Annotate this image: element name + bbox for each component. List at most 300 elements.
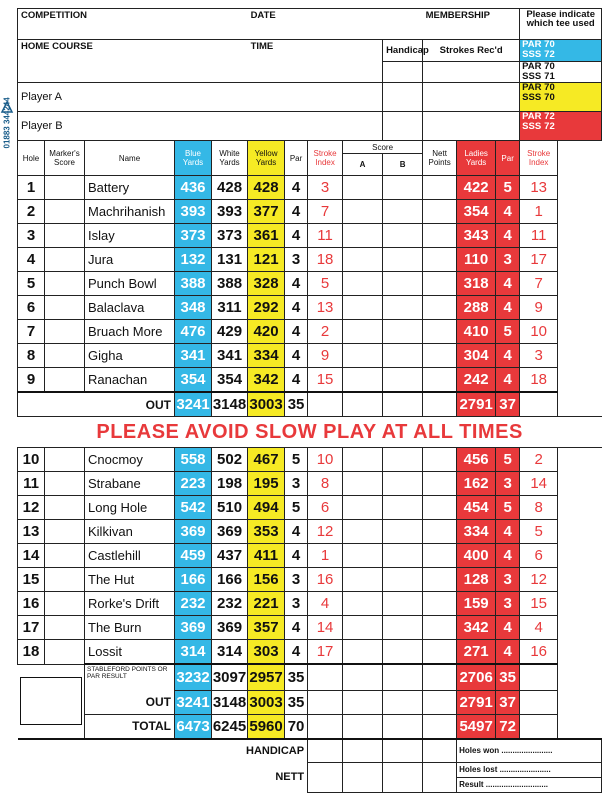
total-score-a[interactable] <box>343 714 383 739</box>
date-field[interactable]: DATE <box>248 9 423 40</box>
hole-name: The Burn <box>85 616 175 640</box>
blue-yards: 436 <box>175 176 212 200</box>
in-row <box>18 664 602 690</box>
yellow-yards: 156 <box>248 568 285 592</box>
home-course-field[interactable]: HOME COURSE <box>18 40 248 83</box>
ladies-yards: 400 <box>457 544 496 568</box>
hole-number: 4 <box>18 248 45 272</box>
nett-points-cell[interactable] <box>423 592 457 616</box>
white-yards: 428 <box>212 176 248 200</box>
stroke-index: 2 <box>308 320 343 344</box>
yellow-yards: 494 <box>248 496 285 520</box>
stroke-index: 7 <box>308 200 343 224</box>
score-b-cell[interactable] <box>383 448 423 472</box>
score-a-cell[interactable] <box>343 200 383 224</box>
par: 5 <box>285 496 308 520</box>
time-field[interactable]: TIME <box>248 40 383 83</box>
total-ladies: 5497 <box>457 714 496 739</box>
par: 4 <box>285 320 308 344</box>
markers-score-cell[interactable] <box>45 496 85 520</box>
hole-name: Long Hole <box>85 496 175 520</box>
in-white: 3097 <box>212 664 248 690</box>
ladies-stroke-index: 8 <box>520 496 558 520</box>
handicap-score-a[interactable] <box>343 739 383 763</box>
par: 4 <box>285 344 308 368</box>
ladies-stroke-index: 5 <box>520 520 558 544</box>
tee-blue[interactable]: PAR 70 SSS 72 <box>520 40 602 62</box>
par: 4 <box>285 640 308 665</box>
out2-ladies-par: 37 <box>496 690 520 714</box>
nett-points-cell[interactable] <box>423 640 457 665</box>
out2-nett[interactable] <box>423 690 457 714</box>
markers-score-cell[interactable] <box>45 176 85 200</box>
markers-score-cell[interactable] <box>45 568 85 592</box>
strokes-recd-header: Strokes Rec'd <box>423 40 520 62</box>
white-yards: 373 <box>212 224 248 248</box>
blue-yards: 388 <box>175 272 212 296</box>
score-a-cell[interactable] <box>343 640 383 665</box>
out2-par: 35 <box>285 690 308 714</box>
hole-number: 15 <box>18 568 45 592</box>
markers-score-cell[interactable] <box>45 448 85 472</box>
ladies-yards: 271 <box>457 640 496 665</box>
par: 4 <box>285 368 308 393</box>
ladies-stroke-index: 2 <box>520 448 558 472</box>
nett-points-cell[interactable] <box>423 520 457 544</box>
par: 4 <box>285 272 308 296</box>
yellow-yards: 428 <box>248 176 285 200</box>
hole-number: 10 <box>18 448 45 472</box>
score-b-cell[interactable] <box>383 592 423 616</box>
score-a-cell[interactable] <box>343 368 383 393</box>
ladies-stroke-index: 7 <box>520 272 558 296</box>
markers-score-cell[interactable] <box>45 592 85 616</box>
ladies-par: 4 <box>496 224 520 248</box>
col-ladies-par: Par <box>496 141 520 176</box>
nett-points-cell[interactable] <box>423 544 457 568</box>
hole-row <box>18 544 602 568</box>
nett-points-cell[interactable] <box>423 616 457 640</box>
player-b-field[interactable]: Player B <box>18 112 383 141</box>
handicap-nett[interactable] <box>423 739 457 763</box>
out2-score-b[interactable] <box>383 690 423 714</box>
ladies-par: 4 <box>496 344 520 368</box>
strokes-b[interactable] <box>423 112 520 141</box>
ladies-par: 4 <box>496 296 520 320</box>
score-a-cell[interactable] <box>343 320 383 344</box>
hole-number: 17 <box>18 616 45 640</box>
handicap-b[interactable] <box>383 112 423 141</box>
markers-score-cell[interactable] <box>45 472 85 496</box>
stroke-index: 14 <box>308 616 343 640</box>
hole-number: 8 <box>18 344 45 368</box>
par: 4 <box>285 224 308 248</box>
score-a-cell[interactable] <box>343 224 383 248</box>
score-b-cell[interactable] <box>383 320 423 344</box>
stroke-index: 16 <box>308 568 343 592</box>
nett-points-cell[interactable] <box>423 472 457 496</box>
par: 4 <box>285 200 308 224</box>
blue-yards: 354 <box>175 368 212 393</box>
score-b-cell[interactable] <box>383 224 423 248</box>
markers-score-cell[interactable] <box>45 520 85 544</box>
player-a-field[interactable]: Player A <box>18 83 383 112</box>
yellow-yards: 420 <box>248 320 285 344</box>
score-b-cell[interactable] <box>383 368 423 393</box>
score-a-cell[interactable] <box>343 176 383 200</box>
markers-score-cell[interactable] <box>45 544 85 568</box>
blue-yards: 341 <box>175 344 212 368</box>
blue-yards: 166 <box>175 568 212 592</box>
nett-points-cell[interactable] <box>423 568 457 592</box>
yellow-yards: 334 <box>248 344 285 368</box>
score-b-cell[interactable] <box>383 248 423 272</box>
col-stroke-index: Stroke Index <box>308 141 343 176</box>
col-score-b: B <box>383 154 423 176</box>
par: 4 <box>285 296 308 320</box>
hole-row <box>18 616 602 640</box>
score-b-cell[interactable] <box>383 472 423 496</box>
stroke-index: 17 <box>308 640 343 665</box>
white-yards: 388 <box>212 272 248 296</box>
ladies-par: 4 <box>496 200 520 224</box>
blue-yards: 393 <box>175 200 212 224</box>
hole-name: Strabane <box>85 472 175 496</box>
hole-name: Lossit <box>85 640 175 665</box>
score-a-cell[interactable] <box>343 248 383 272</box>
hole-name: Balaclava <box>85 296 175 320</box>
out-score-b[interactable] <box>383 392 423 417</box>
scorecard-table <box>17 8 602 793</box>
hole-row <box>18 640 602 665</box>
strokes-a[interactable] <box>423 83 520 112</box>
hole-row <box>18 568 602 592</box>
total-ladies-par: 72 <box>496 714 520 739</box>
white-yards: 131 <box>212 248 248 272</box>
handicap-label: HANDICAP <box>18 739 308 763</box>
col-hole: Hole <box>18 141 45 176</box>
yellow-yards: 328 <box>248 272 285 296</box>
hole-number: 3 <box>18 224 45 248</box>
stroke-index: 15 <box>308 368 343 393</box>
ladies-stroke-index: 4 <box>520 616 558 640</box>
hole-number: 1 <box>18 176 45 200</box>
handicap-score-b[interactable] <box>383 739 423 763</box>
hole-name: Rorke's Drift <box>85 592 175 616</box>
score-b-cell[interactable] <box>383 568 423 592</box>
stroke-index: 6 <box>308 496 343 520</box>
ladies-stroke-index: 3 <box>520 344 558 368</box>
nett-points-cell[interactable] <box>423 296 457 320</box>
white-yards: 314 <box>212 640 248 665</box>
hole-number: 13 <box>18 520 45 544</box>
ladies-yards: 422 <box>457 176 496 200</box>
hole-row <box>18 496 602 520</box>
yellow-yards: 342 <box>248 368 285 393</box>
hole-row <box>18 272 602 296</box>
slow-play-banner: PLEASE AVOID SLOW PLAY AT ALL TIMES <box>18 417 602 448</box>
out-score-a[interactable] <box>343 392 383 417</box>
side-strip <box>1 14 13 164</box>
white-yards: 510 <box>212 496 248 520</box>
markers-score-cell[interactable] <box>45 296 85 320</box>
out2-score-a[interactable] <box>343 690 383 714</box>
hole-name: Cnocmoy <box>85 448 175 472</box>
ladies-yards: 342 <box>457 616 496 640</box>
out-ladies-par: 37 <box>496 392 520 417</box>
blue-yards: 314 <box>175 640 212 665</box>
in-score-a[interactable] <box>343 664 383 690</box>
blue-yards: 369 <box>175 520 212 544</box>
nett-points-cell[interactable] <box>423 272 457 296</box>
hole-name: Punch Bowl <box>85 272 175 296</box>
yellow-yards: 292 <box>248 296 285 320</box>
score-a-cell[interactable] <box>343 472 383 496</box>
total-yellow: 5960 <box>248 714 285 739</box>
blue-yards: 542 <box>175 496 212 520</box>
competition-field[interactable]: COMPETITION <box>18 9 248 40</box>
white-yards: 369 <box>212 520 248 544</box>
score-a-cell[interactable] <box>343 544 383 568</box>
stableford-result-box[interactable] <box>20 677 83 725</box>
ladies-yards: 304 <box>457 344 496 368</box>
club-logo-icon <box>0 100 14 117</box>
ladies-yards: 159 <box>457 592 496 616</box>
in-nett[interactable] <box>423 664 457 690</box>
hole-row <box>18 592 602 616</box>
hole-number: 7 <box>18 320 45 344</box>
ladies-par: 3 <box>496 568 520 592</box>
stableford-label: STABLEFORD POINTS OR PAR RESULT <box>85 664 175 690</box>
out-par: 35 <box>285 392 308 417</box>
hole-row <box>18 200 602 224</box>
white-yards: 429 <box>212 320 248 344</box>
white-yards: 232 <box>212 592 248 616</box>
score-a-cell[interactable] <box>343 496 383 520</box>
result-line[interactable]: Result ............................ <box>457 777 602 792</box>
ladies-par: 3 <box>496 472 520 496</box>
ladies-par: 4 <box>496 520 520 544</box>
markers-score-cell[interactable] <box>45 616 85 640</box>
blue-yards: 132 <box>175 248 212 272</box>
col-yellow-yards: Yellow Yards <box>248 141 285 176</box>
blue-yards: 348 <box>175 296 212 320</box>
blue-yards: 369 <box>175 616 212 640</box>
holes-won[interactable]: Holes won ....................... <box>457 739 602 763</box>
markers-score-cell[interactable] <box>45 320 85 344</box>
total-nett[interactable] <box>423 714 457 739</box>
hole-row <box>18 472 602 496</box>
score-a-cell[interactable] <box>343 344 383 368</box>
hole-name: Bruach More <box>85 320 175 344</box>
white-yards: 354 <box>212 368 248 393</box>
white-yards: 369 <box>212 616 248 640</box>
nett-points-cell[interactable] <box>423 176 457 200</box>
ladies-yards: 128 <box>457 568 496 592</box>
nett-points-cell[interactable] <box>423 496 457 520</box>
holes-lost[interactable]: Holes lost ....................... <box>457 762 602 777</box>
par: 3 <box>285 472 308 496</box>
score-b-cell[interactable] <box>383 296 423 320</box>
tee-red[interactable]: PAR 72 SSS 72 <box>520 112 602 141</box>
nett-score-b[interactable] <box>383 762 423 792</box>
total-row <box>18 714 602 739</box>
yellow-yards: 121 <box>248 248 285 272</box>
result-box-cell <box>18 664 85 739</box>
nett-points-cell[interactable] <box>423 320 457 344</box>
ladies-stroke-index: 9 <box>520 296 558 320</box>
tee-white[interactable]: PAR 70 SSS 71 <box>520 61 602 83</box>
stroke-index: 13 <box>308 296 343 320</box>
total-par: 70 <box>285 714 308 739</box>
nett-nett[interactable] <box>423 762 457 792</box>
nett-points-cell[interactable] <box>423 200 457 224</box>
markers-score-cell[interactable] <box>45 640 85 665</box>
hole-name: Gigha <box>85 344 175 368</box>
score-a-cell[interactable] <box>343 616 383 640</box>
tee-yellow[interactable]: PAR 70 SSS 70 <box>520 83 602 112</box>
markers-score-cell[interactable] <box>45 224 85 248</box>
in-score-b[interactable] <box>383 664 423 690</box>
score-b-cell[interactable] <box>383 616 423 640</box>
in-ladies-par: 35 <box>496 664 520 690</box>
ladies-stroke-index: 1 <box>520 200 558 224</box>
hole-name: Castlehill <box>85 544 175 568</box>
score-b-cell[interactable] <box>383 520 423 544</box>
handicap-a[interactable] <box>383 83 423 112</box>
par: 3 <box>285 592 308 616</box>
white-yards: 502 <box>212 448 248 472</box>
total-white: 6245 <box>212 714 248 739</box>
score-b-cell[interactable] <box>383 176 423 200</box>
ladies-stroke-index: 17 <box>520 248 558 272</box>
stroke-index: 12 <box>308 520 343 544</box>
ladies-yards: 454 <box>457 496 496 520</box>
ladies-yards: 343 <box>457 224 496 248</box>
ladies-stroke-index: 13 <box>520 176 558 200</box>
score-a-cell[interactable] <box>343 448 383 472</box>
membership-field[interactable]: MEMBERSHIP <box>423 9 520 40</box>
out-white: 3148 <box>212 392 248 417</box>
nett-points-cell[interactable] <box>423 224 457 248</box>
ladies-yards: 334 <box>457 520 496 544</box>
hole-name: Islay <box>85 224 175 248</box>
out-row <box>18 392 602 417</box>
score-b-cell[interactable] <box>383 640 423 665</box>
hole-number: 18 <box>18 640 45 665</box>
ladies-stroke-index: 18 <box>520 368 558 393</box>
nett-score-a[interactable] <box>343 762 383 792</box>
hole-row <box>18 296 602 320</box>
ladies-yards: 354 <box>457 200 496 224</box>
stroke-index: 10 <box>308 448 343 472</box>
total-label: TOTAL <box>85 714 175 739</box>
ladies-yards: 410 <box>457 320 496 344</box>
blue-yards: 373 <box>175 224 212 248</box>
in-yellow: 2957 <box>248 664 285 690</box>
col-markers-score: Marker's Score <box>45 141 85 176</box>
stroke-index: 5 <box>308 272 343 296</box>
nett-label: NETT <box>18 762 308 792</box>
nett-points-cell[interactable] <box>423 448 457 472</box>
out-yellow: 3003 <box>248 392 285 417</box>
hole-name: Jura <box>85 248 175 272</box>
markers-score-cell[interactable] <box>45 368 85 393</box>
score-a-cell[interactable] <box>343 296 383 320</box>
out2-ladies: 2791 <box>457 690 496 714</box>
hole-row <box>18 320 602 344</box>
yellow-yards: 377 <box>248 200 285 224</box>
ladies-yards: 456 <box>457 448 496 472</box>
in-ladies: 2706 <box>457 664 496 690</box>
markers-score-cell[interactable] <box>45 248 85 272</box>
out-nett[interactable] <box>423 392 457 417</box>
hole-number: 12 <box>18 496 45 520</box>
out2-white: 3148 <box>212 690 248 714</box>
ladies-stroke-index: 12 <box>520 568 558 592</box>
nett-points-cell[interactable] <box>423 368 457 393</box>
hole-number: 9 <box>18 368 45 393</box>
hole-name: Machrihanish <box>85 200 175 224</box>
par: 5 <box>285 448 308 472</box>
score-b-cell[interactable] <box>383 272 423 296</box>
col-par: Par <box>285 141 308 176</box>
strokes-cell-home[interactable] <box>423 61 520 83</box>
ladies-stroke-index: 6 <box>520 544 558 568</box>
score-b-cell[interactable] <box>383 344 423 368</box>
col-name: Name <box>85 141 175 176</box>
white-yards: 341 <box>212 344 248 368</box>
yellow-yards: 361 <box>248 224 285 248</box>
stroke-index: 1 <box>308 544 343 568</box>
score-b-cell[interactable] <box>383 200 423 224</box>
in-blue: 3232 <box>175 664 212 690</box>
out-ladies: 2791 <box>457 392 496 417</box>
hole-name: Battery <box>85 176 175 200</box>
handicap-cell-home[interactable] <box>383 61 423 83</box>
score-a-cell[interactable] <box>343 592 383 616</box>
par: 4 <box>285 616 308 640</box>
nett-points-cell[interactable] <box>423 248 457 272</box>
markers-score-cell[interactable] <box>45 272 85 296</box>
stroke-index: 9 <box>308 344 343 368</box>
ladies-par: 4 <box>496 368 520 393</box>
white-yards: 311 <box>212 296 248 320</box>
hole-row <box>18 368 602 393</box>
nett-points-cell[interactable] <box>423 344 457 368</box>
ladies-par: 3 <box>496 248 520 272</box>
ladies-par: 5 <box>496 448 520 472</box>
col-ladies-stroke-index: Stroke Index <box>520 141 558 176</box>
tee-instruction: Please indicate which tee used <box>520 9 602 40</box>
score-a-cell[interactable] <box>343 520 383 544</box>
score-a-cell[interactable] <box>343 272 383 296</box>
score-b-cell[interactable] <box>383 496 423 520</box>
yellow-yards: 411 <box>248 544 285 568</box>
markers-score-cell[interactable] <box>45 344 85 368</box>
blue-yards: 558 <box>175 448 212 472</box>
hole-number: 2 <box>18 200 45 224</box>
total-score-b[interactable] <box>383 714 423 739</box>
markers-score-cell[interactable] <box>45 200 85 224</box>
ladies-yards: 242 <box>457 368 496 393</box>
score-b-cell[interactable] <box>383 544 423 568</box>
handicap-header: Handicap <box>383 40 423 62</box>
hole-number: 6 <box>18 296 45 320</box>
score-a-cell[interactable] <box>343 568 383 592</box>
hole-row <box>18 248 602 272</box>
out2-blue: 3241 <box>175 690 212 714</box>
